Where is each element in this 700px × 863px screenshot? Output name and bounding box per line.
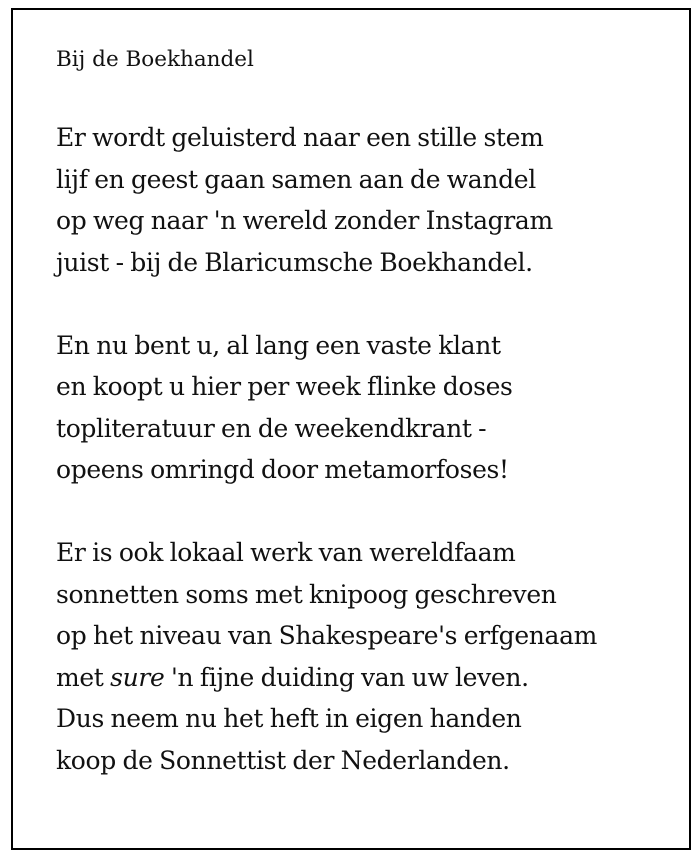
poem-line-text: met [56,662,111,692]
poem-line: op weg naar 'n wereld zonder Instagram [56,206,553,235]
stanza-3 [56,532,597,781]
poem-line: sonnetten soms met knipoog geschreven [56,579,557,609]
poem-line: Er is ook lokaal werk van wereldfaam [56,538,516,567]
poem-line [56,657,597,699]
poem-line: topliteratuur en de weekendkrant - [56,413,487,443]
stanza-1 [56,117,597,283]
poem-frame [11,8,691,850]
stanza-2 [56,325,597,491]
poem-line: opeens omringd door metamorfoses! [56,455,509,484]
poem-line: lijf en geest gaan samen aan de wandel [56,164,536,194]
poem-line: en koopt u hier per week flinke doses [56,372,513,401]
poem-line: Er wordt geluisterd naar een stille stem [56,123,544,152]
poem-line: juist - bij de Blaricumsche Boekhandel. [56,247,533,277]
poem-line: koop de Sonnettist der Nederlanden. [56,745,510,775]
poem-title: Bij de Boekhandel [56,47,254,72]
emphasized-word: sure [110,662,165,692]
poem-line-text: 'n fijne duiding van uw leven. [164,662,529,692]
poem-line: op het niveau van Shakespeare's erfgenaam [56,621,598,650]
poem-line: En nu bent u, al lang een vaste klant [56,330,501,360]
poem-line: Dus neem nu het heft in eigen handen [56,704,522,733]
poem-body [56,117,597,781]
